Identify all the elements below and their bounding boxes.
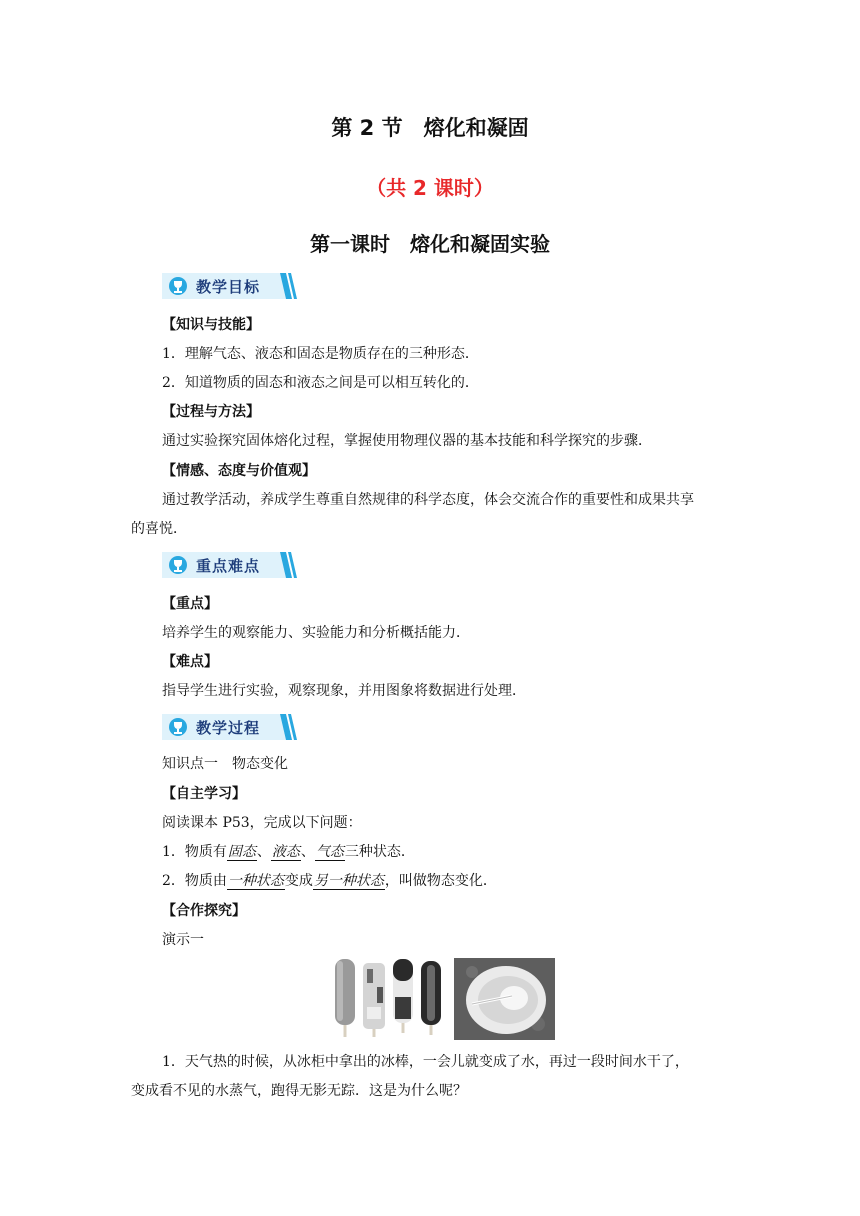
knowledge-item-1: 1．理解气态、液态和固态是物质存在的三种形态． <box>162 346 479 362</box>
period-count: （共 2 课时） <box>366 176 494 200</box>
section-title: 第 2 节 熔化和凝固 <box>331 116 529 140</box>
question-2-mid: 变成 <box>284 873 313 889</box>
demo-question-1-line-2: 变成看不见的水蒸气，跑得无影无踪．这是为什么呢？ <box>131 1083 467 1099</box>
process-banner <box>162 712 298 742</box>
difficulty-heading: 【难点】 <box>162 654 218 670</box>
answer-one-state: 一种状态 <box>227 873 284 889</box>
question-2-suffix: ，叫做物态变化． <box>384 873 497 889</box>
question-1-prefix: 1．物质有 <box>162 844 227 860</box>
knowledge-item-2: 2．知道物质的固态和液态之间是可以相互转化的． <box>162 375 479 391</box>
lesson-title: 第一课时 熔化和凝固实验 <box>310 232 550 256</box>
question-1 <box>162 842 415 862</box>
popsicles-image <box>333 957 443 1037</box>
knowledge-heading: 【知识与技能】 <box>162 317 260 333</box>
reading-instruction: 阅读课本 P53，完成以下问题： <box>162 815 362 831</box>
cooperation-heading: 【合作探究】 <box>162 903 246 919</box>
banner-label: 教学过程 <box>196 719 261 737</box>
knowledge-point-1: 知识点一 物态变化 <box>162 756 288 772</box>
separator: 、 <box>256 844 271 860</box>
self-study-heading: 【自主学习】 <box>162 786 246 802</box>
banner-label: 教学目标 <box>196 278 261 296</box>
demo-question-1-line-1: 1．天气热的时候，从冰柜中拿出的冰棒，一会儿就变成了水，再过一段时间水干了， <box>162 1054 689 1070</box>
question-2-prefix: 2．物质由 <box>162 873 227 889</box>
focus-item: 培养学生的观察能力、实验能力和分析概括能力． <box>162 625 470 641</box>
process-item-1: 通过实验探究固体熔化过程，掌握使用物理仪器的基本技能和科学探究的步骤． <box>162 433 652 449</box>
emotion-item-line-2: 的喜悦． <box>131 521 187 537</box>
melted-ice-plate-image <box>454 958 555 1040</box>
answer-gas: 气态 <box>315 844 344 860</box>
separator: 、 <box>300 844 315 860</box>
demo-1-label: 演示一 <box>162 932 204 948</box>
emotion-heading: 【情感、态度与价值观】 <box>162 463 316 479</box>
banner-label: 重点难点 <box>196 557 261 575</box>
focus-heading: 【重点】 <box>162 596 218 612</box>
emotion-item-line-1: 通过教学活动，养成学生尊重自然规律的科学态度，体会交流合作的重要性和成果共享 <box>162 492 694 508</box>
answer-solid: 固态 <box>227 844 256 860</box>
question-2 <box>162 871 497 891</box>
objectives-banner <box>162 271 298 301</box>
process-heading: 【过程与方法】 <box>162 404 260 420</box>
answer-another-state: 另一种状态 <box>313 873 384 889</box>
answer-liquid: 液态 <box>271 844 300 860</box>
difficulty-item: 指导学生进行实验，观察现象，并用图象将数据进行处理． <box>162 683 526 699</box>
question-1-suffix: 三种状态． <box>344 844 415 860</box>
keypoints-banner <box>162 550 298 580</box>
